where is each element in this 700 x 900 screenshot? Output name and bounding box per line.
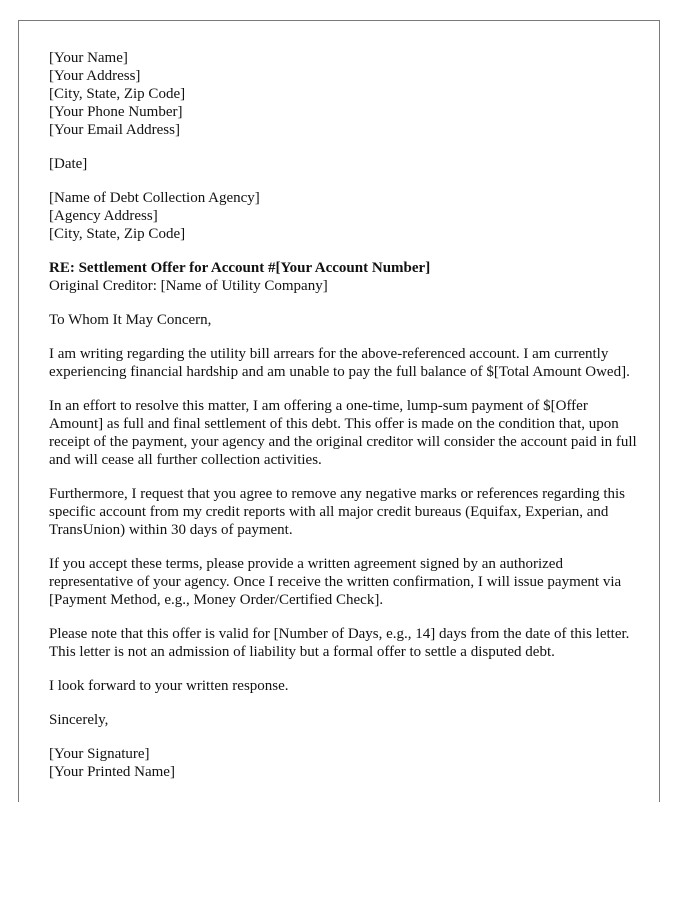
sender-email: [Your Email Address] (49, 122, 180, 138)
signature-block (49, 745, 639, 781)
letter-page (18, 20, 660, 802)
closing: Sincerely, (49, 712, 109, 728)
sender-name: [Your Name] (49, 50, 128, 66)
body-paragraph-3: Furthermore, I request that you agree to remove any negative marks or references regarding this specific account from my credit reports with all major credit bureaus (Equifax, Experian, and TransUnion) within 30 days of payment. (49, 486, 626, 538)
date-block (49, 155, 639, 173)
printed-name-line: [Your Printed Name] (49, 764, 175, 780)
body-paragraph-6: I look forward to your written response. (49, 678, 289, 694)
subject-re-line: RE: Settlement Offer for Account #[Your Account Number] (49, 260, 431, 276)
sender-phone: [Your Phone Number] (49, 104, 183, 120)
sender-address: [Your Address] (49, 68, 141, 84)
recipient-block (49, 189, 639, 243)
original-creditor-line: Original Creditor: [Name of Utility Company] (49, 278, 328, 294)
signature-line: [Your Signature] (49, 746, 150, 762)
recipient-city-state-zip: [City, State, Zip Code] (49, 226, 186, 242)
recipient-agency-name: [Name of Debt Collection Agency] (49, 190, 260, 206)
body-paragraph-2: In an effort to resolve this matter, I am offering a one-time, lump-sum payment of $[Offer Amount] as full and final settlement of this debt. This offer is made on the condition that, upon receipt of the payment, your agency and the original creditor will consider the account paid in full and will cease all further collection activities. (49, 398, 637, 468)
recipient-agency-address: [Agency Address] (49, 208, 158, 224)
body-paragraph-5: Please note that this offer is valid for [Number of Days, e.g., 14] days from the date of this letter. This letter is not an admission of liability but a formal offer to settle a disputed debt. (49, 626, 630, 660)
salutation: To Whom It May Concern, (49, 312, 212, 328)
body-paragraph-4: If you accept these terms, please provide a written agreement signed by an authorized representative of your agency. Once I receive the written confirmation, I will issue payment via [Payment Method, e.g., Money Order/Certified Check]. (49, 556, 622, 608)
body-paragraph-1: I am writing regarding the utility bill arrears for the above-referenced account. I am currently experiencing financial hardship and am unable to pay the full balance of $[Total Amount Owed]. (49, 346, 630, 380)
subject-block (49, 259, 639, 295)
letter-body (49, 49, 639, 781)
sender-block (49, 49, 639, 139)
letter-date: [Date] (49, 156, 88, 172)
sender-city-state-zip: [City, State, Zip Code] (49, 86, 186, 102)
